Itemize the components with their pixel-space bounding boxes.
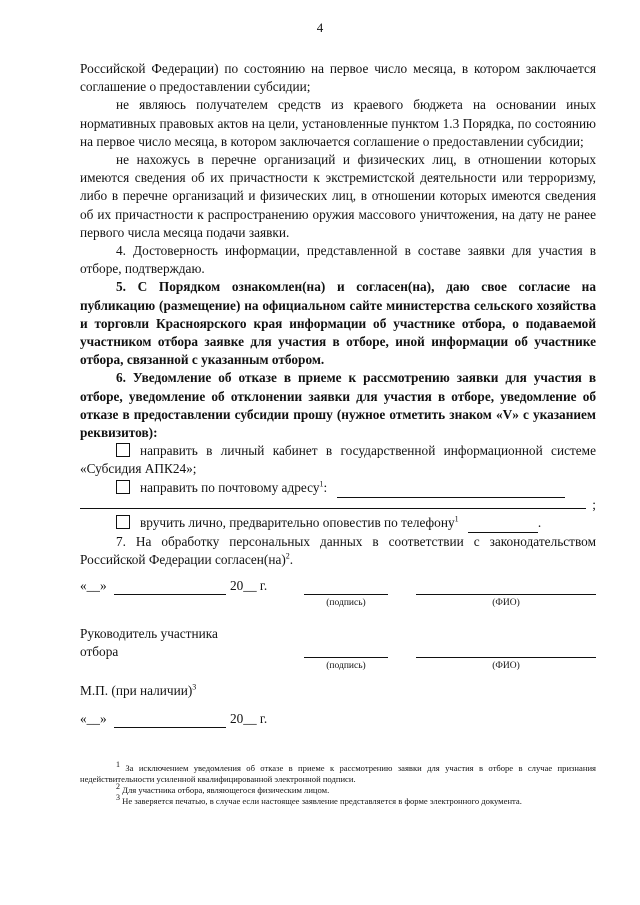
fio-line[interactable] [416,594,596,595]
date-day: «__» [80,578,107,593]
footnote-3-text: Не заверяется печатью, в случае если настоящее заявление представляется в форме электронного документа. [122,796,522,806]
paragraph-7-text: 7. На обработку персональных данных в соответствии с законодательством Российской Федерации согласен(на) [80,534,596,568]
period: . [537,514,542,530]
option-in-person [80,514,596,533]
checkbox-personal-cabinet[interactable] [116,443,130,457]
paragraph-6: 6. Уведомление об отказе в приеме к рассмотрению заявки для участия в отборе, уведомление об отклонении заявки для участия в отборе, уведомление об отказе в предоставлении субсидии прошу (нужное отметить знаком «V» с указанием реквизитов): [80,370,596,441]
head-fio-label: (ФИО) [492,661,520,671]
postal-address-field[interactable] [337,479,565,498]
footnote-ref-3: 3 [192,682,197,692]
signature-label: (подпись) [326,598,366,608]
phone-field[interactable] [468,514,538,533]
footnotes [80,760,596,807]
head-fio-line[interactable] [416,657,596,658]
head-signature-line[interactable] [304,657,388,658]
date-day-2: «__» [80,711,107,726]
paragraph-7 [80,533,596,569]
footnote-ref-1b: 1 [454,514,459,524]
option-personal-cabinet-label: направить в личный кабинет в государственной информационной системе «Субсидия АПК24»; [80,443,596,477]
footnote-ref-1: 1 [319,479,324,489]
paragraph-not-in-list: не нахожусь в перечне организаций и физических лиц, в отношении которых имеются сведения об их причастности к экстремистской деятельности или терроризму, либо в перечне организаций и физических лиц, в отношении которых имеются сведения об их причастности к распространению оружия массового уничтожения, на дату не ранее первого числа месяца подачи заявки. [80,152,596,240]
footnote-1 [80,760,596,785]
date-month-field-2[interactable] [114,727,226,728]
paragraph-4: 4. Достоверность информации, представленной в составе заявки для участия в отборе, подтверждаю. [80,243,596,277]
option-personal-cabinet [80,442,596,478]
document-body [80,60,596,569]
footnote-2-text: Для участника отбора, являющегося физическим лицом. [122,785,330,795]
stamp-label-text: М.П. (при наличии) [80,683,193,698]
page-number: 4 [316,20,324,35]
option-postal-label: направить по почтовому адресу [140,479,320,495]
checkbox-postal[interactable] [116,480,130,494]
colon: : [323,479,328,495]
date-month-field[interactable] [114,594,226,595]
head-label-line-2: отбора [80,644,119,659]
footnote-2 [80,782,596,796]
date-year-2: 20__ г. [230,711,268,726]
stamp-label [80,683,196,699]
footnote-3-num: 3 [116,793,120,803]
option-in-person-label: вручить лично, предварительно оповестив по телефону [140,514,455,530]
signature-line[interactable] [304,594,388,595]
date-year: 20__ г. [230,578,268,593]
paragraph-continued: Российской Федерации) по состоянию на первое число месяца, в котором заключается соглашение о предоставлении субсидии; [80,61,596,95]
fio-label: (ФИО) [492,598,520,608]
semicolon: ; [592,496,596,512]
period: . [289,552,294,568]
footnote-1-text: За исключением уведомления об отказе в приеме к рассмотрению заявки для участия в отборе в случае признания недействительности усиленной квалифицированной электронной подписи. [80,763,596,784]
footnote-1-num: 1 [116,760,120,770]
footnote-2-num: 2 [116,782,120,792]
paragraph-not-recipient: не являюсь получателем средств из краевого бюджета на основании иных нормативных правовых актов на цели, установленные пунктом 1.3 Порядка, по состоянию на первое число месяца, в котором заключается соглашение о предоставлении субсидии; [80,97,596,149]
option-postal [80,479,596,498]
paragraph-5: 5. С Порядком ознакомлен(на) и согласен(на), даю свое согласие на публикацию (размещение) на официальном сайте министерства сельского хозяйства и торговли Красноярского края информации об участнике отбора, о подаваемой участником отбора заявке для участия в отборе, иной информации об участнике отбора, связанной с указанным отбором. [80,279,596,368]
footnote-ref-2: 2 [285,551,290,561]
checkbox-in-person[interactable] [116,515,130,529]
head-label-line-1: Руководитель участника [80,626,218,641]
head-signature-label: (подпись) [326,661,366,671]
postal-address-line-2[interactable] [80,498,596,512]
footnote-3 [80,793,596,807]
